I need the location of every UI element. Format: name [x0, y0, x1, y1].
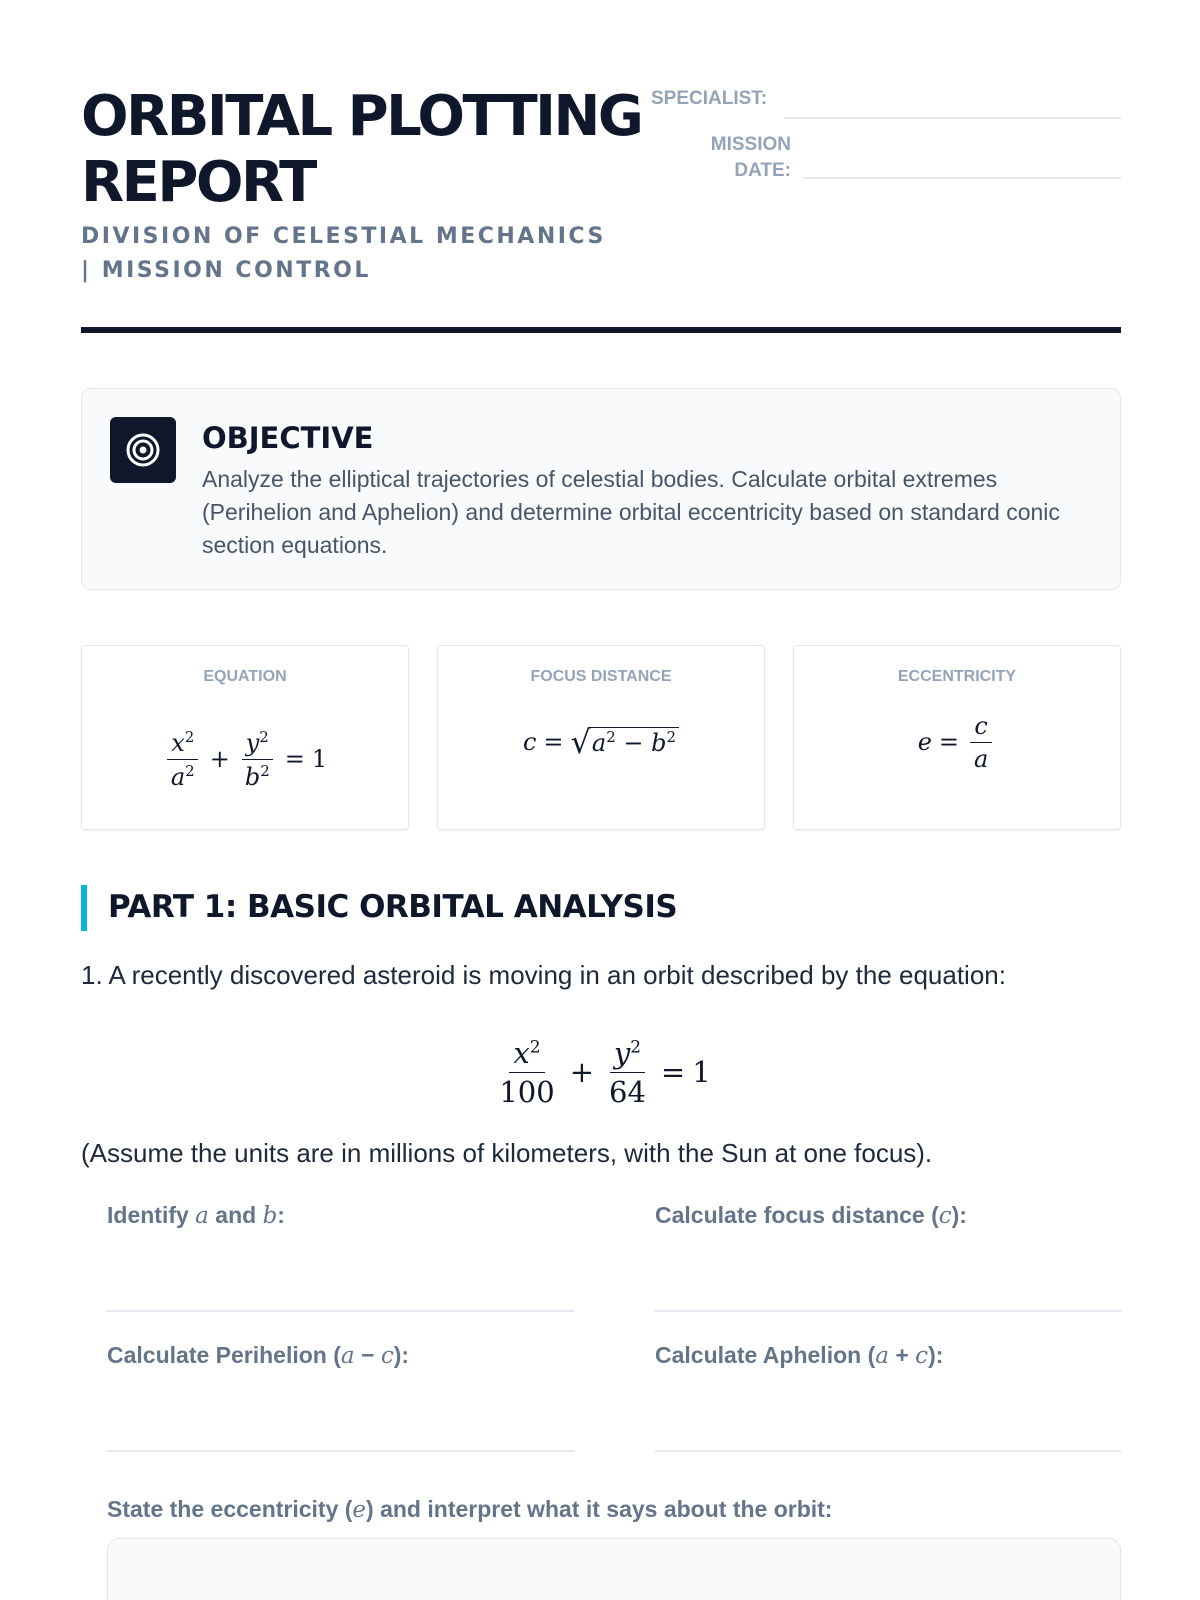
asteroid-orbit-equation: $\frac{x^2}{100}$ + $\frac{y^2}{64}$ = 1	[81, 1022, 1121, 1122]
specialist-field[interactable]	[784, 117, 1121, 119]
equation-card-label: EQUATION	[203, 668, 287, 685]
eccentricity-answer-box[interactable]	[107, 1538, 1121, 1600]
question-1-text: 1. A recently discovered asteroid is moving in an orbit described by the equation:	[81, 960, 1006, 990]
eccentricity-formula: e = $\frac{c}{a}$	[794, 714, 1120, 804]
perihelion-label: Calculate Perihelion (a − c):	[107, 1342, 410, 1369]
objective-text: Analyze the elliptical trajectories of celestial bodies. Calculate orbital extremes (Perihelion and Aphelion) and determine orbital eccentricity based on standard conic section equations.	[202, 466, 1060, 558]
page-subtitle: DIVISION OF CELESTIAL MECHANICS | MISSION CONTROL	[81, 224, 606, 283]
objective-box	[81, 388, 1121, 590]
header-divider	[81, 327, 1121, 333]
x-denominator: 100	[499, 1074, 555, 1109]
part-1-title: PART 1: BASIC ORBITAL ANALYSIS	[108, 889, 678, 925]
mission-date-field[interactable]	[803, 177, 1121, 179]
specialist-label: SPECIALIST:	[651, 88, 768, 109]
part-1-accent-bar	[81, 885, 87, 931]
page-title: ORBITAL PLOTTING REPORT	[81, 84, 642, 215]
focus-distance-formula: c = √ $a^2 - b^2$	[438, 714, 764, 804]
mission-date-label-1: MISSION	[710, 134, 791, 155]
worksheet-page	[81, 0, 1121, 1600]
aphelion-label: Calculate Aphelion (a + c):	[655, 1342, 944, 1369]
focus-distance-card-label: FOCUS DISTANCE	[530, 668, 672, 685]
perihelion-answer[interactable]	[107, 1450, 575, 1452]
mission-date-label-2: DATE:	[734, 160, 791, 181]
eccentricity-card	[793, 645, 1121, 830]
eccentricity-card-label: ECCENTRICITY	[897, 668, 1017, 685]
target-icon	[110, 417, 176, 483]
focus-distance-card	[437, 645, 765, 830]
identify-a-b-answer[interactable]	[107, 1310, 575, 1312]
equation-card	[81, 645, 409, 830]
assumption-note: (Assume the units are in millions of kilometers, with the Sun at one focus).	[81, 1138, 933, 1168]
ellipse-equation-formula: $\frac{x^2}{a^2}$ + $\frac{y^2}{b^2}$ = 1	[82, 714, 408, 804]
objective-title: OBJECTIVE	[202, 421, 374, 455]
focus-distance-answer[interactable]	[655, 1310, 1121, 1312]
focus-distance-label: Calculate focus distance (c):	[655, 1202, 967, 1229]
eccentricity-interpret-label: State the eccentricity (e) and interpret what it says about the orbit:	[107, 1496, 833, 1523]
identify-a-b-label: Identify a and b:	[107, 1202, 285, 1229]
aphelion-answer[interactable]	[655, 1450, 1121, 1452]
y-denominator: 64	[609, 1074, 646, 1109]
